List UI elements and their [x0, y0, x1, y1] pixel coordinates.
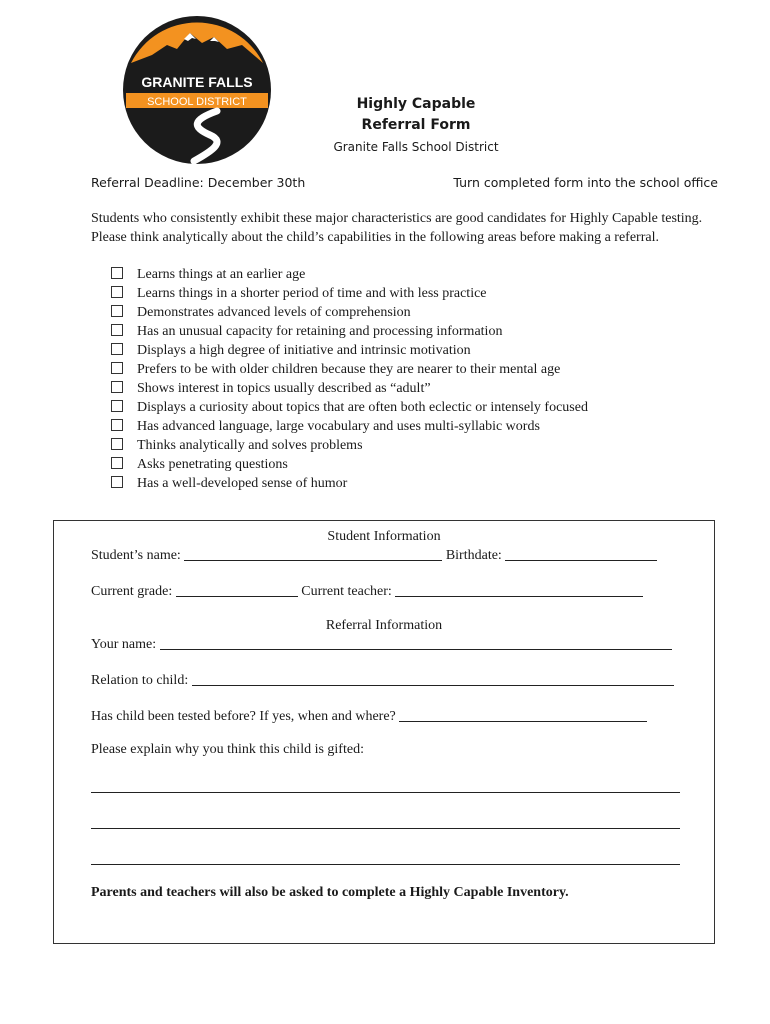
intro-paragraph: Students who consistently exhibit these major characteristics are good candidates for Highly Capable testing. Please think analytically about the child’s capabilities in the following areas before making a referral. — [91, 211, 703, 245]
tested-before-label: Has child been tested before? If yes, when and where? — [91, 709, 396, 724]
closing-note: Parents and teachers will also be asked to complete a Highly Capable Inventory. — [91, 885, 569, 900]
checklist-item-label: Asks penetrating questions — [137, 457, 288, 472]
logo-text-granite-falls: GRANITE FALLS — [141, 74, 253, 90]
checklist-item[interactable] — [111, 265, 588, 284]
checkbox[interactable] — [111, 362, 123, 374]
birthdate-label: Birthdate: — [445, 548, 502, 563]
checkbox[interactable] — [111, 343, 123, 355]
checklist-item[interactable] — [111, 398, 588, 417]
checklist-item-label: Demonstrates advanced levels of comprehension — [137, 305, 411, 320]
checkbox[interactable] — [111, 305, 123, 317]
checkbox[interactable] — [111, 419, 123, 431]
your-name-field[interactable] — [160, 635, 672, 650]
relation-row — [91, 671, 674, 689]
explain-answer-line-3[interactable] — [91, 864, 680, 865]
referral-form-box — [53, 520, 715, 944]
current-grade-label: Current grade: — [91, 584, 173, 599]
explain-label: Please explain why you think this child is gifted: — [91, 742, 364, 757]
checkbox[interactable] — [111, 286, 123, 298]
tested-before-field[interactable] — [399, 707, 647, 722]
checklist-item-label: Thinks analytically and solves problems — [137, 438, 363, 453]
checklist-item[interactable] — [111, 284, 588, 303]
current-teacher-field[interactable] — [395, 582, 643, 597]
checklist-item[interactable] — [111, 455, 588, 474]
checkbox[interactable] — [111, 476, 123, 488]
grade-teacher-row — [91, 582, 643, 600]
form-subtitle: Granite Falls School District — [333, 140, 499, 154]
checklist-item-label: Prefers to be with older children because they are nearer to their mental age — [137, 362, 561, 377]
relation-label: Relation to child: — [91, 673, 189, 688]
checklist-item-label: Has an unusual capacity for retaining and processing information — [137, 324, 503, 339]
tested-before-row — [91, 707, 647, 725]
checkbox[interactable] — [111, 267, 123, 279]
current-teacher-label: Current teacher: — [301, 584, 392, 599]
your-name-label: Your name: — [91, 637, 157, 652]
checklist-item-label: Displays a high degree of initiative and intrinsic motivation — [137, 343, 471, 358]
student-name-row — [91, 546, 657, 564]
checklist-item[interactable] — [111, 417, 588, 436]
checklist-item-label: Has advanced language, large vocabulary and uses multi-syllabic words — [137, 419, 540, 434]
form-title-line2: Referral Form — [361, 117, 471, 133]
student-name-label: Student’s name: — [91, 548, 181, 563]
checklist-item[interactable] — [111, 436, 588, 455]
school-district-logo — [122, 15, 272, 165]
checklist-item[interactable] — [111, 341, 588, 360]
logo-text-school-district: SCHOOL DISTRICT — [147, 96, 247, 108]
checklist-item-label: Has a well-developed sense of humor — [137, 476, 348, 491]
checkbox[interactable] — [111, 400, 123, 412]
turn-in-instructions: Turn completed form into the school office — [453, 175, 718, 190]
checklist-item[interactable] — [111, 303, 588, 322]
birthdate-field[interactable] — [505, 546, 657, 561]
checklist-item-label: Shows interest in topics usually described as “adult” — [137, 381, 431, 396]
checkbox[interactable] — [111, 381, 123, 393]
characteristics-checklist — [111, 265, 588, 493]
referral-info-heading: Referral Information — [325, 618, 443, 633]
checkbox[interactable] — [111, 438, 123, 450]
explain-answer-line-2[interactable] — [91, 828, 680, 829]
checklist-item[interactable] — [111, 322, 588, 341]
checkbox[interactable] — [111, 457, 123, 469]
checkbox[interactable] — [111, 324, 123, 336]
checklist-item-label: Learns things at an earlier age — [137, 267, 306, 282]
referral-deadline: Referral Deadline: December 30th — [91, 175, 306, 190]
explain-answer-line-1[interactable] — [91, 792, 680, 793]
relation-field[interactable] — [192, 671, 674, 686]
student-name-field[interactable] — [184, 546, 442, 561]
form-title-line1: Highly Capable — [356, 96, 476, 112]
checklist-item[interactable] — [111, 360, 588, 379]
checklist-item-label: Learns things in a shorter period of time and with less practice — [137, 286, 487, 301]
current-grade-field[interactable] — [176, 582, 298, 597]
checklist-item[interactable] — [111, 474, 588, 493]
your-name-row — [91, 635, 672, 653]
checklist-item-label: Displays a curiosity about topics that are often both eclectic or intensely focused — [137, 400, 588, 415]
student-info-heading: Student Information — [327, 529, 441, 544]
checklist-item[interactable] — [111, 379, 588, 398]
